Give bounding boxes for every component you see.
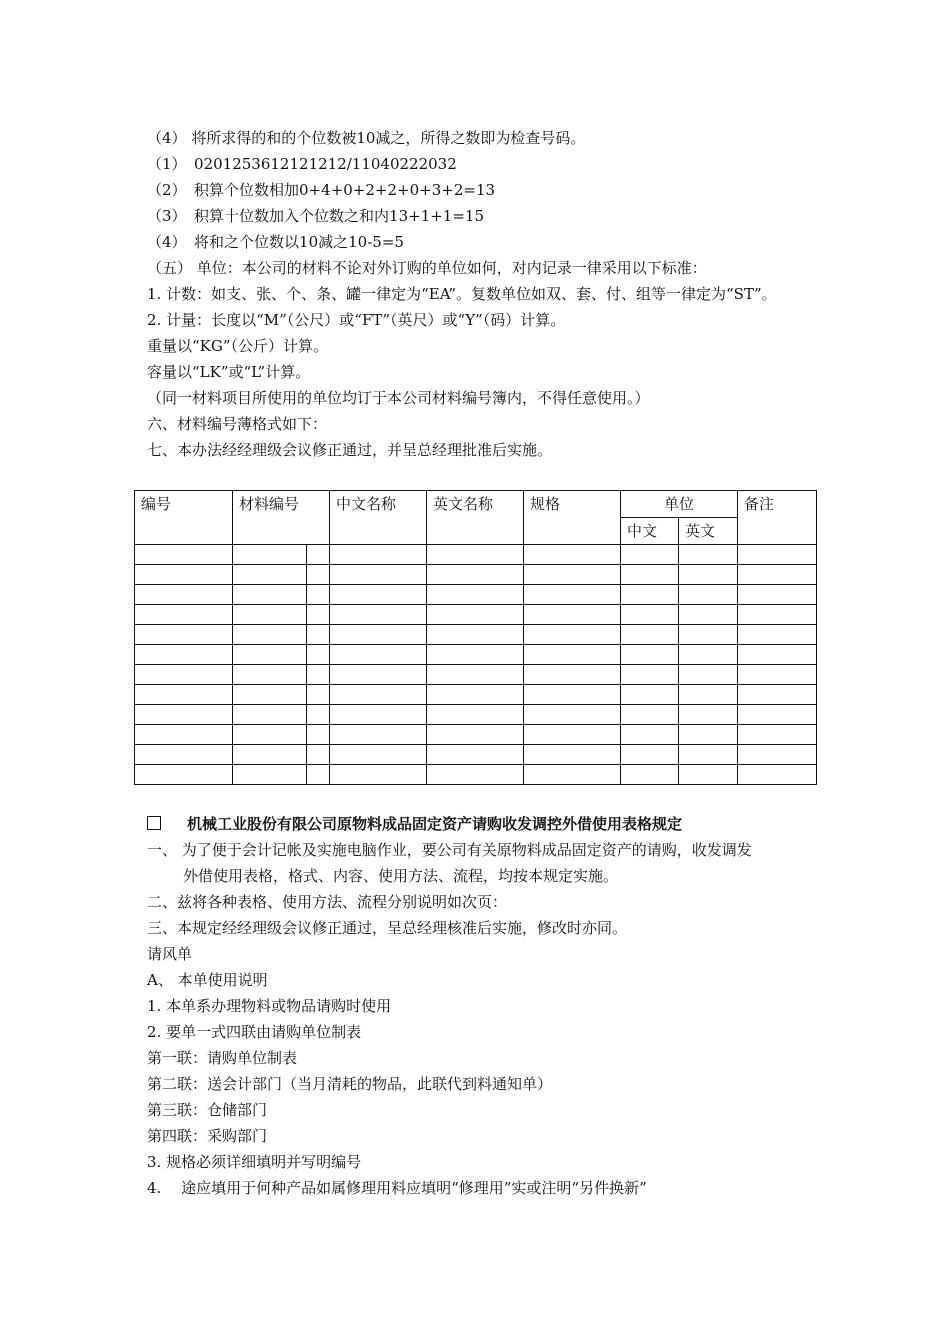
- text-line: 第四联：采购部门: [147, 1127, 268, 1145]
- section-heading: [147, 814, 682, 834]
- table-row: [135, 765, 817, 785]
- table-row: [135, 685, 817, 705]
- table-cell: [621, 765, 679, 785]
- table-cell: [233, 665, 307, 685]
- table-cell: [330, 705, 427, 725]
- table-cell: [738, 605, 817, 625]
- table-cell: [679, 685, 738, 705]
- table-cell: [233, 605, 307, 625]
- header-en-name: 英文名称: [427, 491, 524, 545]
- table-cell: [427, 725, 524, 745]
- table-cell: [621, 745, 679, 765]
- material-code-table: [134, 490, 817, 785]
- table-cell: [679, 745, 738, 765]
- table-cell: [330, 545, 427, 565]
- table-cell: [135, 745, 233, 765]
- table-row: [135, 645, 817, 665]
- table-cell: [233, 745, 307, 765]
- table-cell: [233, 625, 307, 645]
- header-material-no: 材料编号: [233, 491, 330, 545]
- table-cell: [135, 725, 233, 745]
- text-line: 七、本办法经经理级会议修正通过，并呈总经理批准后实施。: [147, 441, 553, 459]
- text-line: 1. 计数：如支、张、个、条、罐一律定为“EA”。复数单位如双、套、付、组等一律定为“ST”。: [147, 285, 777, 303]
- text-line: A、 本单使用说明: [147, 971, 268, 989]
- table-row: [135, 665, 817, 685]
- table-cell: [679, 765, 738, 785]
- table-cell: [307, 645, 330, 665]
- table-cell: [738, 745, 817, 765]
- table-cell: [427, 745, 524, 765]
- table-cell: [679, 705, 738, 725]
- text-line: 请风单: [147, 945, 193, 963]
- table-cell: [307, 665, 330, 685]
- table-cell: [621, 685, 679, 705]
- text-line: （五） 单位：本公司的材料不论对外订购的单位如何，对内记录一律采用以下标准：: [147, 259, 707, 277]
- table-cell: [621, 545, 679, 565]
- table-cell: [330, 665, 427, 685]
- table-cell: [233, 585, 307, 605]
- checkbox-icon: [147, 816, 161, 830]
- table-cell: [679, 665, 738, 685]
- table-cell: [427, 605, 524, 625]
- header-unit-cn: 中文: [621, 518, 679, 545]
- table-cell: [135, 585, 233, 605]
- table-cell: [233, 565, 307, 585]
- table-cell: [135, 705, 233, 725]
- table-cell: [738, 545, 817, 565]
- table-cell: [330, 565, 427, 585]
- table-cell: [621, 585, 679, 605]
- table-row: [135, 625, 817, 645]
- table-cell: [135, 665, 233, 685]
- table-cell: [679, 605, 738, 625]
- table-cell: [330, 725, 427, 745]
- header-unit: 单位: [621, 491, 738, 518]
- text-line: 2. 要单一式四联由请购单位制表: [147, 1023, 362, 1041]
- table-cell: [427, 705, 524, 725]
- table-cell: [307, 705, 330, 725]
- header-unit-en: 英文: [679, 518, 738, 545]
- table-row: [135, 585, 817, 605]
- table-cell: [738, 725, 817, 745]
- table-cell: [621, 705, 679, 725]
- table-cell: [524, 765, 621, 785]
- table-row: [135, 565, 817, 585]
- text-line: 二、兹将各种表格、使用方法、流程分别说明如次页：: [147, 893, 508, 911]
- table-cell: [679, 645, 738, 665]
- text-line: 第三联：仓储部门: [147, 1101, 268, 1119]
- table-cell: [524, 565, 621, 585]
- text-line: （同一材料项目所使用的单位均订于本公司材料编号簿内，不得任意使用。）: [147, 389, 650, 407]
- table-cell: [427, 545, 524, 565]
- table-cell: [427, 625, 524, 645]
- text-line: （3） 积算十位数加入个位数之和内13+1+1=15: [147, 207, 485, 225]
- table-cell: [738, 645, 817, 665]
- table-cell: [135, 565, 233, 585]
- table-row: [135, 605, 817, 625]
- table-row: [135, 545, 817, 565]
- table-cell: [307, 565, 330, 585]
- table-row: [135, 725, 817, 745]
- table-cell: [524, 665, 621, 685]
- table-cell: [307, 765, 330, 785]
- table-cell: [307, 625, 330, 645]
- table-cell: [330, 685, 427, 705]
- table-cell: [427, 585, 524, 605]
- table-cell: [330, 625, 427, 645]
- header-spec: 规格: [524, 491, 621, 545]
- table-cell: [233, 545, 307, 565]
- table-cell: [307, 745, 330, 765]
- table-cell: [135, 625, 233, 645]
- table-cell: [679, 585, 738, 605]
- table-cell: [679, 565, 738, 585]
- table-cell: [738, 765, 817, 785]
- table-cell: [738, 705, 817, 725]
- text-line: 一、 为了便于会计记帐及实施电脑作业，要公司有关原物料成品固定资产的请购，收发调发: [147, 841, 752, 859]
- table-cell: [233, 685, 307, 705]
- table-cell: [233, 765, 307, 785]
- table-body: [135, 545, 817, 785]
- table-cell: [621, 725, 679, 745]
- table-cell: [233, 725, 307, 745]
- header-cn-name: 中文名称: [330, 491, 427, 545]
- table-cell: [621, 665, 679, 685]
- text-line: 外借使用表格，格式、内容、使用方法、流程，均按本规定实施。: [183, 867, 619, 885]
- table-cell: [330, 645, 427, 665]
- table-cell: [307, 685, 330, 705]
- text-line: 第一联：请购单位制表: [147, 1049, 298, 1067]
- table-cell: [524, 545, 621, 565]
- table-cell: [330, 605, 427, 625]
- table-cell: [427, 565, 524, 585]
- table-cell: [738, 665, 817, 685]
- table-cell: [679, 545, 738, 565]
- table-row: [135, 745, 817, 765]
- table-cell: [621, 645, 679, 665]
- table-cell: [307, 545, 330, 565]
- table-cell: [135, 605, 233, 625]
- table-cell: [524, 725, 621, 745]
- table-cell: [524, 605, 621, 625]
- text-line: 2. 计量：长度以“M”（公尺）或“FT”（英尺）或“Y”（码）计算。: [147, 311, 566, 329]
- text-line: 六、材料编号薄格式如下：: [147, 415, 328, 433]
- table-cell: [233, 645, 307, 665]
- table-cell: [307, 725, 330, 745]
- table-cell: [738, 625, 817, 645]
- header-no: 编号: [135, 491, 233, 545]
- table-cell: [524, 685, 621, 705]
- table-cell: [679, 725, 738, 745]
- table-cell: [135, 765, 233, 785]
- table-cell: [330, 745, 427, 765]
- table-cell: [135, 545, 233, 565]
- table-cell: [307, 585, 330, 605]
- text-line: 容量以“LK”或“L”计算。: [147, 363, 311, 381]
- table-cell: [427, 665, 524, 685]
- table-cell: [427, 645, 524, 665]
- text-line: 1. 本单系办理物料或物品请购时使用: [147, 997, 392, 1015]
- text-line: （1） 0201253612121212/11040222032: [147, 155, 457, 173]
- table-cell: [738, 565, 817, 585]
- table-cell: [524, 645, 621, 665]
- table-cell: [621, 605, 679, 625]
- text-line: 3. 规格必须详细填明并写明编号: [147, 1153, 362, 1171]
- table-cell: [135, 645, 233, 665]
- table-cell: [679, 625, 738, 645]
- table-cell: [524, 585, 621, 605]
- text-line: （4） 将和之个位数以10减之10-5=5: [147, 233, 404, 251]
- table-cell: [738, 585, 817, 605]
- table-cell: [621, 565, 679, 585]
- table-cell: [307, 605, 330, 625]
- text-line: 4. 途应填用于何种产品如属修理用料应填明“修理用”实或注明“另件换新”: [147, 1179, 647, 1197]
- text-line: 第二联：送会计部门（当月清耗的物品，此联代到料通知单）: [147, 1075, 553, 1093]
- table-cell: [524, 705, 621, 725]
- section-title: 机械工业股份有限公司原物料成品固定资产请购收发调控外借使用表格规定: [187, 815, 683, 833]
- table-cell: [330, 585, 427, 605]
- table-cell: [738, 685, 817, 705]
- text-line: （4） 将所求得的和的个位数被10减之，所得之数即为检查号码。: [147, 129, 586, 147]
- text-line: （2） 积算个位数相加0+4+0+2+2+0+3+2=13: [147, 181, 496, 199]
- table-cell: [621, 625, 679, 645]
- header-remark: 备注: [738, 491, 817, 545]
- text-line: 重量以“KG”（公斤）计算。: [147, 337, 329, 355]
- table-cell: [427, 765, 524, 785]
- text-line: 三、本规定经经理级会议修正通过，呈总经理核准后实施，修改时亦同。: [147, 919, 628, 937]
- table-cell: [233, 705, 307, 725]
- table-cell: [330, 765, 427, 785]
- table-cell: [135, 685, 233, 705]
- table-row: [135, 705, 817, 725]
- table-cell: [524, 625, 621, 645]
- table-cell: [427, 685, 524, 705]
- table-cell: [524, 745, 621, 765]
